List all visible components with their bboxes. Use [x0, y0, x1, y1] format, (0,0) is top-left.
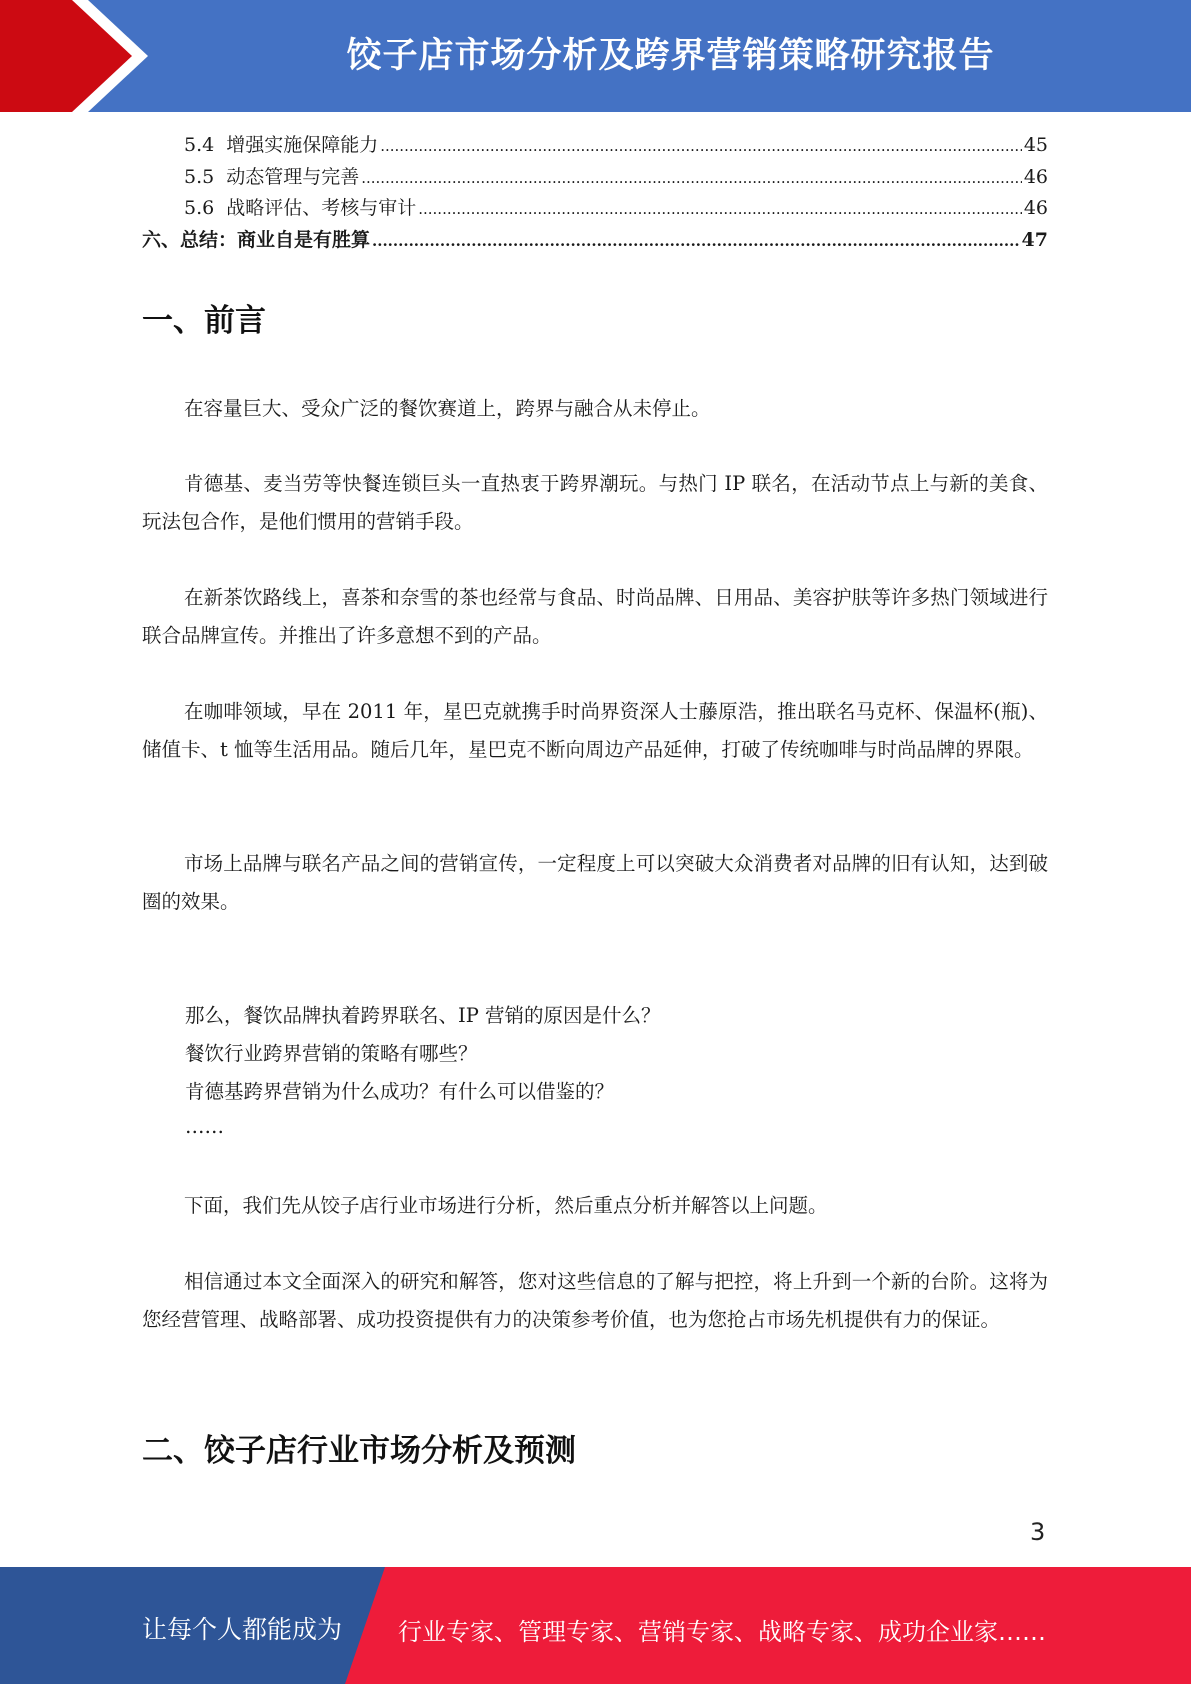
toc-entry[interactable]: [142, 225, 1048, 257]
toc-leader-dots: [380, 131, 1022, 163]
toc-entry-label: 六、总结：商业自是有胜算: [142, 228, 371, 251]
body-paragraph: 相信通过本文全面深入的研究和解答，您对这些信息的了解与把控，将上升到一个新的台阶。这将为您经营管理、战略部署、成功投资提供有力的决策参考价值，也为您抢占市场先机提供有力的保证。: [142, 1270, 1048, 1331]
body-paragraph: 在容量巨大、受众广泛的餐饮赛道上，跨界与融合从未停止。: [184, 397, 711, 420]
body-paragraph: 肯德基、麦当劳等快餐连锁巨头一直热衷于跨界潮玩。与热门 IP 联名，在活动节点上与新的美食、玩法包合作，是他们惯用的营销手段。: [142, 472, 1048, 533]
toc-leader-dots: [372, 226, 1020, 258]
footer-slogan-left: 让每个人都能成为: [142, 1615, 343, 1644]
body-paragraph: 在咖啡领域，早在 2011 年，星巴克就携手时尚界资深人士藤原浩，推出联名马克杯、保温杯(瓶)、储值卡、t 恤等生活用品。随后几年，星巴克不断向周边产品延伸，打破了传统咖啡与时尚品牌的界限。: [142, 700, 1048, 761]
question-line: 那么，餐饮品牌执着跨界联名、IP 营销的原因是什么？: [185, 1004, 661, 1027]
page-number: 3: [1030, 1518, 1046, 1546]
question-line: 肯德基跨界营销为什么成功？有什么可以借鉴的？: [185, 1080, 615, 1103]
section-heading: 二、饺子店行业市场分析及预测: [142, 1433, 576, 1469]
report-footer: [0, 1567, 1191, 1684]
toc-entry[interactable]: [142, 130, 1048, 162]
toc-entry-label: 动态管理与完善: [226, 165, 360, 188]
toc-entry-page: 47: [1021, 228, 1048, 251]
toc-entry-page: 46: [1023, 165, 1048, 188]
toc-entry-page: 46: [1023, 197, 1048, 219]
report-title: 饺子店市场分析及跨界营销策略研究报告: [346, 36, 995, 76]
toc-entry-number: 5.6: [184, 197, 215, 219]
toc-leader-dots: [418, 194, 1022, 226]
toc-entry-label: 战略评估、考核与审计: [226, 197, 417, 219]
toc-entry[interactable]: [142, 193, 1048, 225]
toc-entry-page: 45: [1023, 134, 1048, 156]
body-paragraph: 在新茶饮路线上，喜茶和奈雪的茶也经常与食品、时尚品牌、日用品、美容护肤等许多热门领域进行联合品牌宣传。并推出了许多意想不到的产品。: [142, 586, 1048, 647]
toc-entry-number: 5.5: [184, 165, 215, 188]
ellipsis-line: ……: [185, 1115, 224, 1138]
section-heading: 一、前言: [142, 303, 266, 339]
toc-leader-dots: [361, 163, 1022, 195]
body-paragraph: 下面，我们先从饺子店行业市场进行分析，然后重点分析并解答以上问题。: [184, 1194, 828, 1217]
footer-slogan-right: 行业专家、管理专家、营销专家、战略专家、成功企业家……: [398, 1618, 1046, 1646]
body-paragraph: 市场上品牌与联名产品之间的营销宣传，一定程度上可以突破大众消费者对品牌的旧有认知，达到破圈的效果。: [142, 852, 1048, 913]
toc-entry[interactable]: [142, 162, 1048, 194]
report-header: [0, 0, 1191, 112]
table-of-contents: [142, 130, 1048, 256]
toc-entry-number: 5.4: [184, 134, 215, 156]
question-line: 餐饮行业跨界营销的策略有哪些？: [185, 1042, 478, 1065]
toc-entry-label: 增强实施保障能力: [226, 134, 379, 156]
